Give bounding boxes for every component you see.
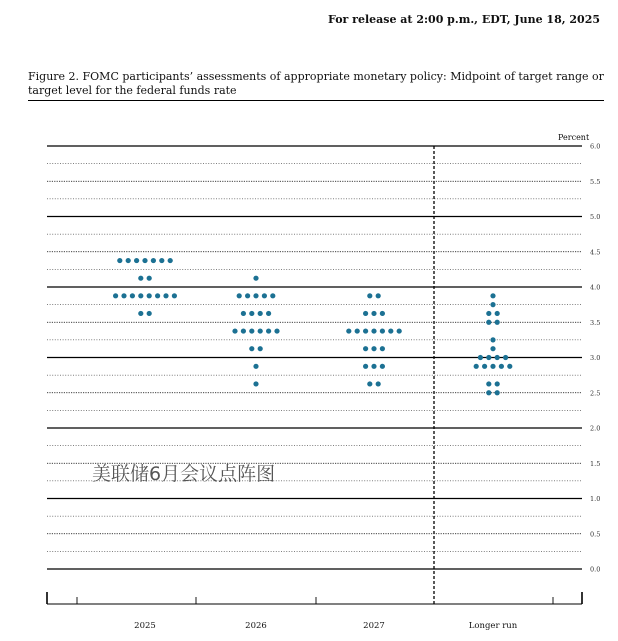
dot (380, 328, 385, 333)
dot (258, 346, 263, 351)
unit-label: Percent (558, 133, 590, 142)
dot (486, 355, 491, 360)
x-category-label: Longer run (468, 621, 518, 631)
dot (474, 364, 479, 369)
y-tick-label: 5.0 (590, 213, 601, 221)
dot (486, 320, 491, 325)
dot (163, 293, 168, 298)
dot (507, 364, 512, 369)
dot (151, 258, 156, 263)
dot (155, 293, 160, 298)
dot (376, 293, 381, 298)
y-tick-label: 3.5 (590, 318, 601, 327)
dot (380, 364, 385, 369)
dot (253, 364, 258, 369)
dot (495, 355, 500, 360)
dot (490, 302, 495, 307)
dot (249, 311, 254, 316)
dot (495, 390, 500, 395)
x-category-label: 2027 (363, 621, 385, 631)
dot (363, 311, 368, 316)
dot (274, 328, 279, 333)
dot (172, 293, 177, 298)
grid-lines (47, 146, 582, 569)
dot (159, 258, 164, 263)
dot (495, 320, 500, 325)
dot (367, 381, 372, 386)
dot (363, 346, 368, 351)
x-category-label: 2026 (245, 621, 267, 631)
dot (363, 364, 368, 369)
dot (380, 311, 385, 316)
y-tick-label: 2.5 (590, 389, 601, 398)
dot (490, 346, 495, 351)
dot (258, 311, 263, 316)
dot (478, 355, 483, 360)
watermark-text: 美联储6月会议点阵图 (92, 463, 276, 485)
dot (138, 311, 143, 316)
dot (486, 381, 491, 386)
dot (262, 293, 267, 298)
dot (258, 328, 263, 333)
dot (241, 328, 246, 333)
dot (490, 337, 495, 342)
dot (253, 381, 258, 386)
dot (355, 328, 360, 333)
dot (113, 293, 118, 298)
dot (363, 328, 368, 333)
dot (249, 346, 254, 351)
dot (346, 328, 351, 333)
dot (253, 293, 258, 298)
dots (113, 258, 512, 395)
y-tick-label: 1.5 (590, 459, 601, 468)
dot (241, 311, 246, 316)
dot (371, 364, 376, 369)
dot (168, 258, 173, 263)
y-tick-label: 0.5 (590, 530, 601, 539)
y-tick-label: 3.0 (590, 354, 601, 362)
dot (126, 258, 131, 263)
dot (371, 346, 376, 351)
x-category-label: 2025 (134, 621, 156, 631)
dot (266, 311, 271, 316)
release-line: For release at 2:00 p.m., EDT, June 18, 2025 (328, 13, 600, 26)
dot (482, 364, 487, 369)
dot (499, 364, 504, 369)
dot (490, 364, 495, 369)
dot (367, 293, 372, 298)
dot (138, 276, 143, 281)
dot (397, 328, 402, 333)
dot (237, 293, 242, 298)
dot (138, 293, 143, 298)
dot (142, 258, 147, 263)
dot (130, 293, 135, 298)
dot (388, 328, 393, 333)
dot (371, 328, 376, 333)
dot (117, 258, 122, 263)
y-tick-label: 4.0 (590, 283, 601, 292)
dot (249, 328, 254, 333)
dot (147, 293, 152, 298)
dot (380, 346, 385, 351)
dot (495, 381, 500, 386)
dot (486, 390, 491, 395)
dot (266, 328, 271, 333)
figure-title: Figure 2. FOMC participants’ assessments of appropriate monetary policy: Midpoint of target range or target level for the federal funds rate (28, 70, 604, 97)
x-axis (47, 146, 582, 604)
dot (232, 328, 237, 333)
dot (134, 258, 139, 263)
labels (134, 133, 600, 631)
dot (270, 293, 275, 298)
y-tick-label: 6.0 (590, 142, 601, 151)
dot (147, 311, 152, 316)
dot (245, 293, 250, 298)
dot (503, 355, 508, 360)
y-tick-label: 5.5 (590, 177, 601, 186)
y-tick-label: 4.5 (590, 248, 601, 257)
dot (121, 293, 126, 298)
dot (253, 276, 258, 281)
dot (376, 381, 381, 386)
y-tick-label: 2.0 (590, 424, 601, 433)
dot (490, 293, 495, 298)
y-tick-label: 1.0 (590, 495, 601, 503)
dot (371, 311, 376, 316)
dot (147, 276, 152, 281)
dot (495, 311, 500, 316)
y-tick-label: 0.0 (590, 565, 601, 574)
dot (486, 311, 491, 316)
